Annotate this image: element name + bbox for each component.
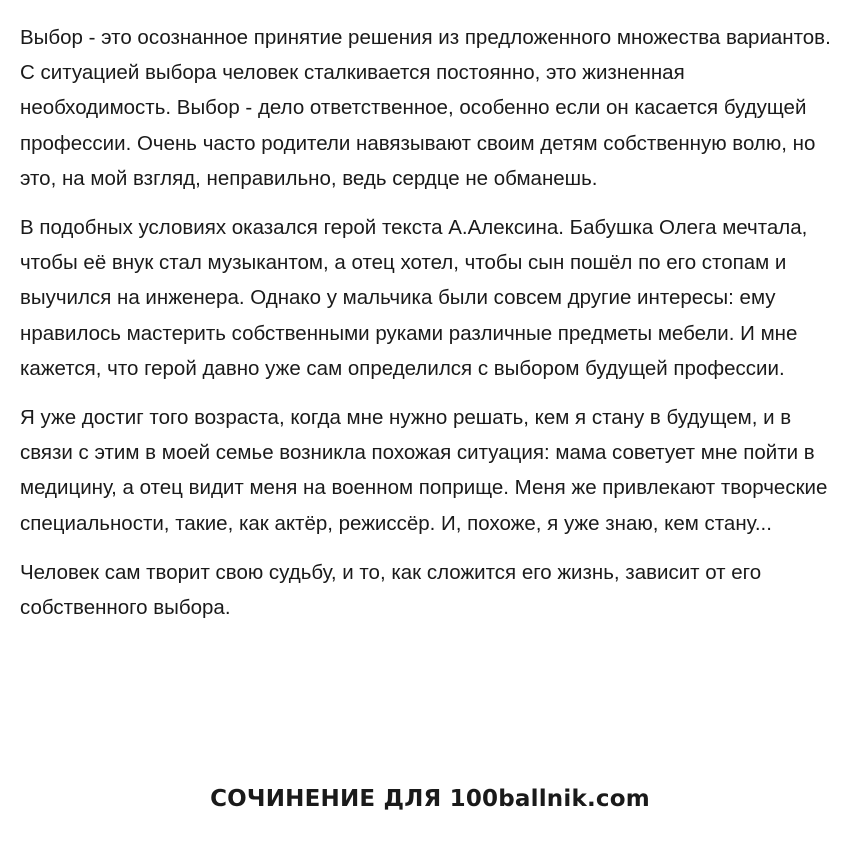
paragraph-4: Человек сам творит свою судьбу, и то, как сложится его жизнь, зависит от его собственного выбора. — [20, 560, 762, 620]
site-watermark: СОЧИНЕНИЕ ДЛЯ 100ballnik.com — [210, 786, 650, 812]
paragraph-1: Выбор - это осознанное принятие решения из предложенного множества вариантов. С ситуацией выбора человек сталкивается постоянно, это жизненная необходимость. Выбор - дело ответственное, особенно если он касается будущей профессии. Очень часто родители навязывают своим детям собственную волю, но это, на мой взгляд, неправильно, ведь сердце не обманешь. — [20, 26, 831, 190]
paragraph-3: Я уже достиг того возраста, когда мне нужно решать, кем я стану в будущем, и в связи с этим в моей семье возникла похожая ситуация: мама советует мне пойти в медицину, а отец видит меня на военном поприще. Меня же привлекают творческие специальности, такие, как актёр, режиссёр. И, похоже, я уже знаю, кем стану... — [20, 406, 828, 535]
essay-text — [20, 20, 840, 639]
paragraph-2: В подобных условиях оказался герой текста А.Алексина. Бабушка Олега мечтала, чтобы её внук стал музыкантом, а отец хотел, чтобы сын пошёл по его стопам и выучился на инженера. Однако у мальчика были совсем другие интересы: ему нравилось мастерить собственными руками различные предметы мебели. И мне кажется, что герой давно уже сам определился с выбором будущей профессии. — [20, 216, 808, 380]
